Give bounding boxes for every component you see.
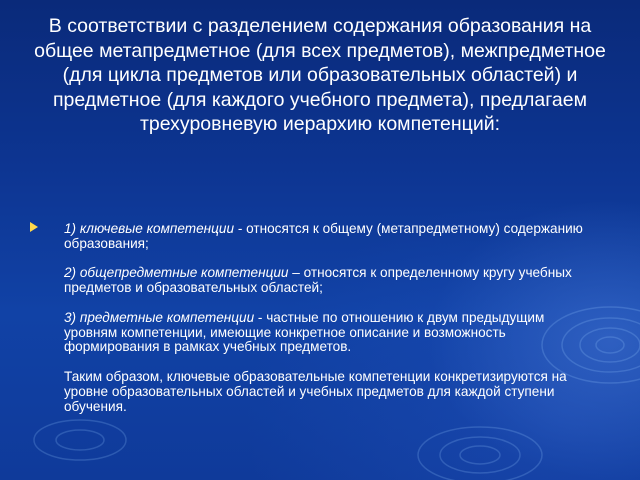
slide-title: В соответствии с разделением содержания образования на общее метапредметное (для всех предметов), межпредметное (для цикла предметов или образовательных областей) и предметное (для каждого учебного предмета), предлагаем трехуровневую иерархию компетенций:: [34, 15, 606, 135]
item-text: - относятся к общему (метапредметному) содержанию образования;: [64, 221, 583, 251]
conclusion-text: Таким образом, ключевые образовательные компетенции конкретизируются на уровне образовательных областей и учебных предметов для каждой ступени обучения.: [64, 368, 567, 414]
item-term: 1) ключевые компетенции: [64, 221, 235, 236]
list-item: [64, 266, 601, 296]
item-text: - частные по отношению к двум предыдущим уровням компетенции, имеющие конкретное описание и возможность формирования в рамках учебных предметов.: [64, 309, 545, 355]
item-term: 3) предметные компетенции: [64, 309, 255, 325]
item-term: 2) общепредметные компетенции: [64, 265, 289, 281]
list-item: [64, 222, 601, 252]
list-item: [64, 311, 601, 355]
item-text: – относятся к определенному кругу учебных предметов и образовательных областей;: [64, 265, 572, 296]
slide-body: [36, 222, 601, 414]
